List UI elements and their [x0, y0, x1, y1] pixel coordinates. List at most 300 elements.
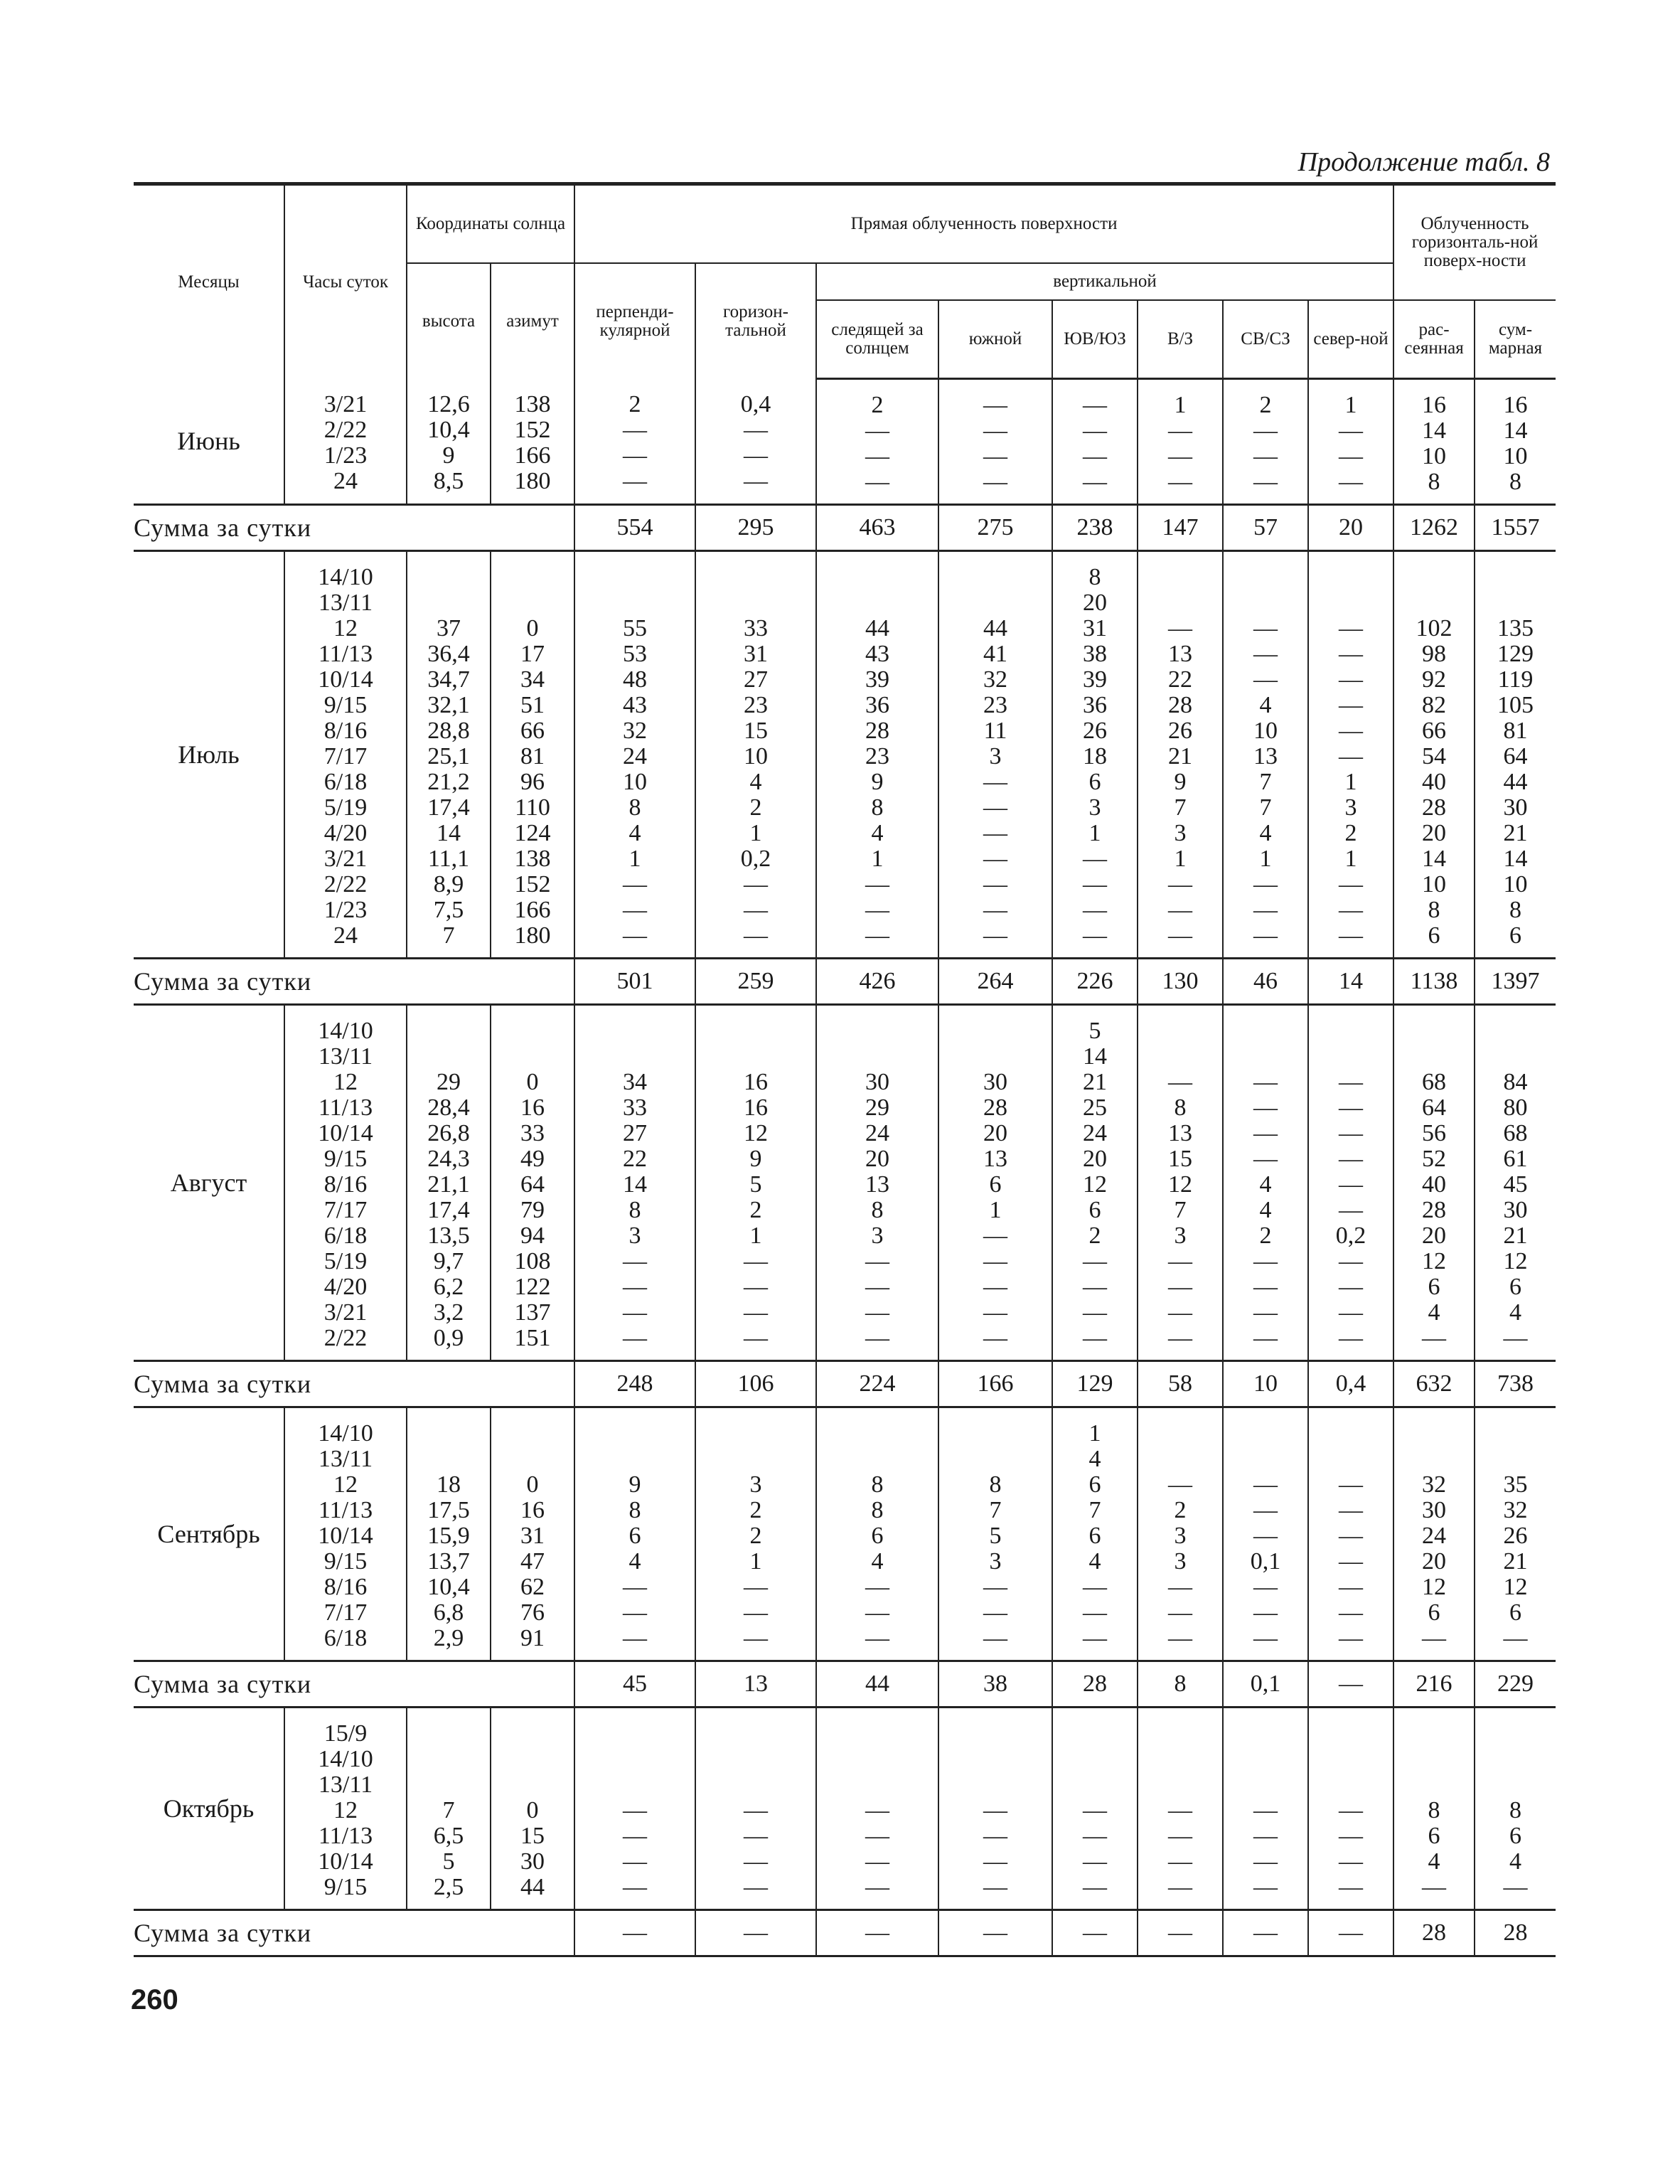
- table-cell-value: —: [1339, 1471, 1364, 1498]
- table-cell-value: 8: [871, 1497, 884, 1523]
- table-cell-value: 26: [1503, 1523, 1528, 1549]
- table-cell-value: —: [983, 417, 1008, 444]
- table-cell-value: [1394, 1447, 1474, 1472]
- daily-sum-value: 426: [816, 959, 938, 1005]
- table-cell-value: —: [1168, 443, 1193, 469]
- daily-sum-value: 58: [1138, 1361, 1223, 1407]
- column-ew: [1138, 1708, 1223, 1910]
- table-cell-value: —: [983, 1797, 1008, 1823]
- table-cell-value: [1224, 1721, 1307, 1747]
- daily-sum-value: —: [1308, 1661, 1393, 1708]
- table-cell-value: 4: [1509, 1848, 1522, 1875]
- table-cell-value: [939, 1747, 1052, 1772]
- daily-sum-value: 1138: [1393, 959, 1475, 1005]
- table-cell-value: —: [623, 1574, 648, 1600]
- table-cell-value: 10: [1422, 871, 1447, 897]
- table-cell-value: —: [1253, 1248, 1278, 1274]
- table-cell-value: —: [1339, 1094, 1364, 1121]
- table-cell-value: 53: [623, 641, 648, 667]
- table-cell-value: —: [865, 1574, 890, 1600]
- table-cell-value: 5: [1088, 1018, 1101, 1044]
- table-cell-value: [575, 1044, 695, 1070]
- daily-sum-row: [134, 959, 1556, 1005]
- table-cell-value: —: [623, 1248, 648, 1274]
- table-cell-value: 13: [1168, 641, 1193, 667]
- table-cell-value: [1053, 1747, 1137, 1772]
- table-cell-value: 3/21: [323, 390, 368, 417]
- table-cell-value: 48: [623, 666, 648, 693]
- table-cell-value: —: [1168, 1471, 1193, 1498]
- table-cell-value: 1: [871, 846, 884, 872]
- table-cell-value: 1: [1344, 392, 1357, 418]
- column-north: [1308, 551, 1393, 959]
- column-tracking: [816, 1005, 938, 1361]
- table-cell-value: 13,5: [427, 1222, 470, 1249]
- table-cell-value: [575, 1018, 695, 1044]
- table-cell-value: 11/13: [318, 1823, 373, 1849]
- table-cell-value: 64: [1422, 1094, 1447, 1121]
- table-cell-value: —: [1168, 1069, 1193, 1095]
- table-cell-value: [1309, 1018, 1393, 1044]
- table-cell-value: 9: [1174, 769, 1187, 795]
- table-cell-value: —: [983, 1222, 1008, 1249]
- table-cell-value: [817, 1421, 938, 1447]
- table-cell-value: 32: [1503, 1497, 1528, 1523]
- table-cell-value: 96: [520, 769, 545, 795]
- column-south: [938, 1005, 1052, 1361]
- table-cell-value: —: [744, 1248, 769, 1274]
- table-cell-value: 3: [1174, 1548, 1187, 1575]
- table-cell-value: [1053, 1772, 1137, 1798]
- table-cell-value: —: [623, 467, 648, 494]
- table-cell-value: 0,2: [740, 846, 771, 872]
- table-cell-value: 8/16: [323, 718, 368, 744]
- table-cell-value: [1475, 1447, 1556, 1472]
- table-cell-value: 11: [983, 718, 1007, 744]
- daily-sum-value: —: [1223, 1910, 1308, 1956]
- table-cell-value: —: [744, 416, 769, 443]
- table-cell-value: 30: [1503, 794, 1528, 821]
- table-cell-value: [1138, 1747, 1222, 1772]
- column-diffuse: [1393, 379, 1475, 505]
- table-cell-value: 2: [749, 1197, 762, 1223]
- table-cell-value: [575, 1447, 695, 1472]
- column-south: [938, 551, 1052, 959]
- table-cell-value: 30: [1503, 1197, 1528, 1223]
- table-cell-value: 16: [1503, 392, 1528, 418]
- table-cell-value: 8: [1509, 469, 1522, 495]
- header-sun-coords: Координаты солнца: [407, 184, 574, 264]
- table-cell-value: —: [1422, 1325, 1447, 1351]
- daily-sum-value: 57: [1223, 505, 1308, 551]
- daily-sum-label: Сумма за сутки: [134, 1910, 574, 1956]
- table-cell-value: 25: [1083, 1094, 1108, 1121]
- table-cell-value: [817, 1772, 938, 1798]
- table-cell-value: 10: [744, 743, 769, 769]
- table-cell-value: —: [1339, 666, 1364, 693]
- table-cell-value: 5/19: [323, 1248, 368, 1274]
- table-cell-value: 16: [520, 1497, 545, 1523]
- table-cell-value: [407, 1018, 490, 1044]
- table-cell-value: —: [1168, 1248, 1193, 1274]
- irradiance-table: [134, 182, 1556, 1957]
- table-cell-value: 94: [520, 1222, 545, 1249]
- table-cell-value: —: [744, 1574, 769, 1600]
- table-cell-value: 16: [520, 1094, 545, 1121]
- table-cell-value: [575, 1772, 695, 1798]
- table-cell-value: [1138, 1772, 1222, 1798]
- table-cell-value: 27: [744, 666, 769, 693]
- table-cell-value: 61: [1503, 1146, 1528, 1172]
- table-cell-value: 1: [1088, 820, 1101, 846]
- month-label: Июль: [134, 551, 284, 959]
- table-cell-value: 2: [628, 390, 641, 417]
- table-cell-value: 4/20: [323, 1274, 368, 1300]
- daily-sum-value: —: [816, 1910, 938, 1956]
- table-cell-value: —: [1253, 469, 1278, 495]
- column-total: [1475, 1407, 1556, 1661]
- table-cell-value: 5: [442, 1848, 455, 1875]
- table-cell-value: 7: [989, 1497, 1002, 1523]
- table-cell-value: 13: [1253, 743, 1278, 769]
- table-cell-value: —: [623, 871, 648, 897]
- table-cell-value: 4: [628, 820, 641, 846]
- table-cell-value: 3/21: [323, 846, 368, 872]
- table-cell-value: 24: [623, 743, 648, 769]
- table-cell-value: [491, 1447, 574, 1472]
- table-cell-value: [407, 1721, 490, 1747]
- table-cell-value: [696, 1018, 815, 1044]
- column-perp: [574, 379, 695, 505]
- table-cell-value: —: [1253, 1797, 1278, 1823]
- table-cell-value: —: [983, 1848, 1008, 1875]
- table-cell-value: —: [1339, 1146, 1364, 1172]
- table-cell-value: —: [983, 469, 1008, 495]
- column-ew: [1138, 1407, 1223, 1661]
- table-cell-value: —: [1168, 1797, 1193, 1823]
- table-cell-value: 9,7: [433, 1248, 464, 1274]
- table-cell-value: —: [1339, 1171, 1364, 1198]
- table-cell-value: [817, 1447, 938, 1472]
- column-tracking: [816, 551, 938, 959]
- table-body: [134, 379, 1556, 1956]
- table-cell-value: —: [983, 897, 1008, 923]
- table-cell-value: 5: [989, 1523, 1002, 1549]
- table-cell-value: 2/22: [323, 416, 368, 443]
- table-cell-value: [696, 1421, 815, 1447]
- table-cell-value: 12: [333, 1471, 358, 1498]
- table-cell-value: —: [983, 1574, 1008, 1600]
- table-cell-value: 2: [1259, 392, 1272, 418]
- table-cell-value: —: [1253, 1069, 1278, 1095]
- table-cell-value: 6/18: [323, 1222, 368, 1249]
- column-height: [407, 1005, 491, 1361]
- table-cell-value: 24: [333, 467, 358, 494]
- table-cell-value: 0: [526, 1797, 539, 1823]
- table-cell-value: —: [623, 922, 648, 949]
- table-cell-value: 0,4: [740, 390, 771, 417]
- column-sesw: [1052, 379, 1138, 505]
- table-cell-value: [1224, 1018, 1307, 1044]
- table-cell-value: 34,7: [427, 666, 470, 693]
- column-sesw: [1052, 551, 1138, 959]
- table-cell-value: —: [1253, 443, 1278, 469]
- table-cell-value: 17,5: [427, 1497, 470, 1523]
- table-cell-value: —: [983, 1625, 1008, 1651]
- table-cell-value: 98: [1422, 641, 1447, 667]
- table-cell-value: 3: [871, 1222, 884, 1249]
- table-cell-value: 8: [871, 1471, 884, 1498]
- table-cell-value: 0,1: [1250, 1548, 1281, 1575]
- table-cell-value: —: [1083, 1274, 1108, 1300]
- table-cell-value: [1309, 1721, 1393, 1747]
- table-cell-value: 84: [1503, 1069, 1528, 1095]
- month-block-row: [134, 379, 1556, 505]
- table-cell-value: 21: [1503, 1548, 1528, 1575]
- table-cell-value: 44: [1503, 769, 1528, 795]
- table-cell-value: —: [1168, 417, 1193, 444]
- table-cell-value: —: [983, 769, 1008, 795]
- table-cell-value: 39: [1083, 666, 1108, 693]
- table-cell-value: —: [1083, 417, 1108, 444]
- daily-sum-row: [134, 1361, 1556, 1407]
- table-cell-value: [1224, 1044, 1307, 1070]
- table-cell-value: 40: [1422, 769, 1447, 795]
- table-cell-value: 36,4: [427, 641, 470, 667]
- table-cell-value: [817, 1044, 938, 1070]
- table-cell-value: 7: [442, 922, 455, 949]
- table-cell-value: —: [1339, 897, 1364, 923]
- daily-sum-value: 130: [1138, 959, 1223, 1005]
- table-cell-value: —: [983, 1599, 1008, 1626]
- table-cell-value: [1475, 1721, 1556, 1747]
- table-cell-value: [491, 1421, 574, 1447]
- table-cell-value: [696, 1447, 815, 1472]
- table-cell-value: 56: [1422, 1120, 1447, 1146]
- table-cell-value: 68: [1503, 1120, 1528, 1146]
- table-cell-value: —: [1339, 692, 1364, 718]
- table-cell-value: 8,5: [433, 467, 464, 494]
- table-cell-value: —: [1339, 1197, 1364, 1223]
- month-block-row: [134, 551, 1556, 959]
- table-cell-value: [939, 1018, 1052, 1044]
- table-cell-value: 110: [515, 794, 550, 821]
- table-cell-value: —: [865, 1874, 890, 1900]
- daily-sum-value: 501: [574, 959, 695, 1005]
- table-cell-value: —: [1083, 1574, 1108, 1600]
- table-cell-value: 44: [983, 615, 1008, 641]
- column-total: [1475, 1005, 1556, 1361]
- table-cell-value: 12: [744, 1120, 769, 1146]
- column-hours: [284, 379, 407, 505]
- table-cell-value: —: [1339, 1120, 1364, 1146]
- table-cell-value: —: [1503, 1325, 1528, 1351]
- table-cell-value: 28: [865, 718, 890, 744]
- table-cell-value: —: [983, 922, 1008, 949]
- table-cell-value: 14/10: [318, 1746, 373, 1772]
- table-cell-value: 119: [1497, 666, 1534, 693]
- table-cell-value: [696, 1721, 815, 1747]
- table-cell-value: 44: [865, 615, 890, 641]
- table-cell-value: —: [744, 442, 769, 469]
- table-cell-value: 3: [1174, 1523, 1187, 1549]
- table-cell-value: 1: [1344, 769, 1357, 795]
- table-cell-value: 12: [1503, 1248, 1528, 1274]
- table-cell-value: —: [983, 871, 1008, 897]
- table-cell-value: 14: [1503, 417, 1528, 444]
- table-cell-value: —: [744, 1274, 769, 1300]
- table-cell-value: —: [1253, 1471, 1278, 1498]
- table-cell-value: 20: [1083, 1146, 1108, 1172]
- table-cell-value: [491, 1044, 574, 1070]
- table-continuation-caption: Продолжение табл. 8: [1298, 147, 1550, 177]
- table-cell-value: —: [865, 1625, 890, 1651]
- table-cell-value: —: [1168, 922, 1193, 949]
- column-ew: [1138, 551, 1223, 959]
- table-cell-value: 1: [749, 1222, 762, 1249]
- daily-sum-row: [134, 1661, 1556, 1708]
- table-cell-value: 14/10: [318, 1420, 373, 1447]
- table-cell-value: —: [744, 1823, 769, 1849]
- daily-sum-label: Сумма за сутки: [134, 1661, 574, 1708]
- table-cell-value: 32: [983, 666, 1008, 693]
- table-cell-value: 62: [520, 1574, 545, 1600]
- table-cell-value: 2,5: [433, 1874, 464, 1900]
- table-cell-value: [407, 1421, 490, 1447]
- table-cell-value: —: [744, 1848, 769, 1875]
- column-hours: [284, 1708, 407, 1910]
- table-cell-value: 2/22: [323, 1325, 368, 1351]
- column-diffuse: [1393, 551, 1475, 959]
- column-nenw: [1223, 1407, 1308, 1661]
- daily-sum-value: 28: [1393, 1910, 1475, 1956]
- table-cell-value: —: [1339, 443, 1364, 469]
- daily-sum-value: 1557: [1475, 505, 1556, 551]
- table-cell-value: 13/11: [318, 1446, 373, 1472]
- daily-sum-value: —: [1308, 1910, 1393, 1956]
- table-cell-value: —: [865, 417, 890, 444]
- table-cell-value: 13: [983, 1146, 1008, 1172]
- table-cell-value: 9/15: [323, 1146, 368, 1172]
- table-cell-value: 21: [1083, 1069, 1108, 1095]
- table-cell-value: 21: [1503, 820, 1528, 846]
- column-sesw: [1052, 1005, 1138, 1361]
- table-cell-value: —: [865, 1299, 890, 1326]
- table-cell-value: 135: [1497, 615, 1534, 641]
- daily-sum-value: 632: [1393, 1361, 1475, 1407]
- table-cell-value: —: [623, 1299, 648, 1326]
- daily-sum-value: 1397: [1475, 959, 1556, 1005]
- table-cell-value: 34: [520, 666, 545, 693]
- table-cell-value: 7,5: [433, 897, 464, 923]
- column-perp: [574, 1708, 695, 1910]
- table-cell-value: [1053, 1721, 1137, 1747]
- table-cell-value: —: [1253, 1823, 1278, 1849]
- table-cell-value: 20: [983, 1120, 1008, 1146]
- daily-sum-label: Сумма за сутки: [134, 959, 574, 1005]
- table-cell-value: 1/23: [323, 442, 368, 469]
- daily-sum-value: 216: [1393, 1661, 1475, 1708]
- month-block-row: [134, 1708, 1556, 1910]
- header-perpendicular: перпенди-кулярной: [574, 263, 695, 379]
- column-perp: [574, 1005, 695, 1361]
- table-cell-value: 28,8: [427, 718, 470, 744]
- table-cell-value: —: [983, 820, 1008, 846]
- table-cell-value: 8: [1428, 1797, 1440, 1823]
- table-cell-value: 10/14: [318, 1523, 373, 1549]
- table-cell-value: 6: [1509, 1823, 1522, 1849]
- table-cell-value: —: [983, 1325, 1008, 1351]
- table-cell-value: 32,1: [427, 692, 470, 718]
- table-cell-value: 51: [520, 692, 545, 718]
- table-cell-value: [407, 1747, 490, 1772]
- column-hours: [284, 1407, 407, 1661]
- table-cell-value: [1138, 1044, 1222, 1070]
- daily-sum-value: 147: [1138, 505, 1223, 551]
- table-cell-value: [696, 1772, 815, 1798]
- table-cell-value: 45: [1503, 1171, 1528, 1198]
- table-cell-value: [1394, 1044, 1474, 1070]
- table-cell-value: —: [865, 871, 890, 897]
- table-cell-value: 14/10: [318, 564, 373, 590]
- table-cell-value: 29: [437, 1069, 461, 1095]
- table-cell-value: —: [744, 922, 769, 949]
- table-cell-value: 7/17: [323, 1197, 368, 1223]
- table-cell-value: —: [1168, 1574, 1193, 1600]
- column-tracking: [816, 1407, 938, 1661]
- table-cell-value: [1475, 1044, 1556, 1070]
- table-cell-value: —: [1503, 1625, 1528, 1651]
- table-cell-value: —: [1339, 1274, 1364, 1300]
- table-cell-value: [1138, 1721, 1222, 1747]
- table-cell-value: 23: [744, 692, 769, 718]
- table-cell-value: [1224, 1747, 1307, 1772]
- table-cell-value: 31: [520, 1523, 545, 1549]
- column-height: [407, 379, 491, 505]
- daily-sum-value: 0,1: [1223, 1661, 1308, 1708]
- table-cell-value: [817, 590, 938, 616]
- table-cell-value: 8: [1428, 469, 1440, 495]
- daily-sum-value: 14: [1308, 959, 1393, 1005]
- table-cell-value: 16: [1422, 392, 1447, 418]
- table-cell-value: 31: [744, 641, 769, 667]
- table-cell-value: —: [1339, 1299, 1364, 1326]
- table-cell-value: 1: [628, 846, 641, 872]
- table-cell-value: [1224, 565, 1307, 590]
- table-cell-value: —: [623, 442, 648, 469]
- table-cell-value: [1394, 1721, 1474, 1747]
- table-cell-value: —: [1083, 1299, 1108, 1326]
- table-cell-value: 0: [526, 1471, 539, 1498]
- table-cell-value: 7: [442, 1797, 455, 1823]
- table-cell-value: 3/21: [323, 1299, 368, 1326]
- table-cell-value: [939, 1721, 1052, 1747]
- table-cell-value: 1: [1088, 1420, 1101, 1447]
- table-cell-value: 23: [865, 743, 890, 769]
- table-cell-value: 40: [1422, 1171, 1447, 1198]
- table-cell-value: 22: [623, 1146, 648, 1172]
- table-cell-value: 16: [744, 1094, 769, 1121]
- table-cell-value: 8: [1088, 564, 1101, 590]
- table-cell-value: —: [623, 416, 648, 443]
- table-cell-value: 9: [871, 769, 884, 795]
- table-cell-value: —: [623, 1325, 648, 1351]
- table-cell-value: 6: [1088, 1471, 1101, 1498]
- column-azimuth: [491, 1005, 574, 1361]
- column-azimuth: [491, 551, 574, 959]
- daily-sum-value: 463: [816, 505, 938, 551]
- table-cell-value: 82: [1422, 692, 1447, 718]
